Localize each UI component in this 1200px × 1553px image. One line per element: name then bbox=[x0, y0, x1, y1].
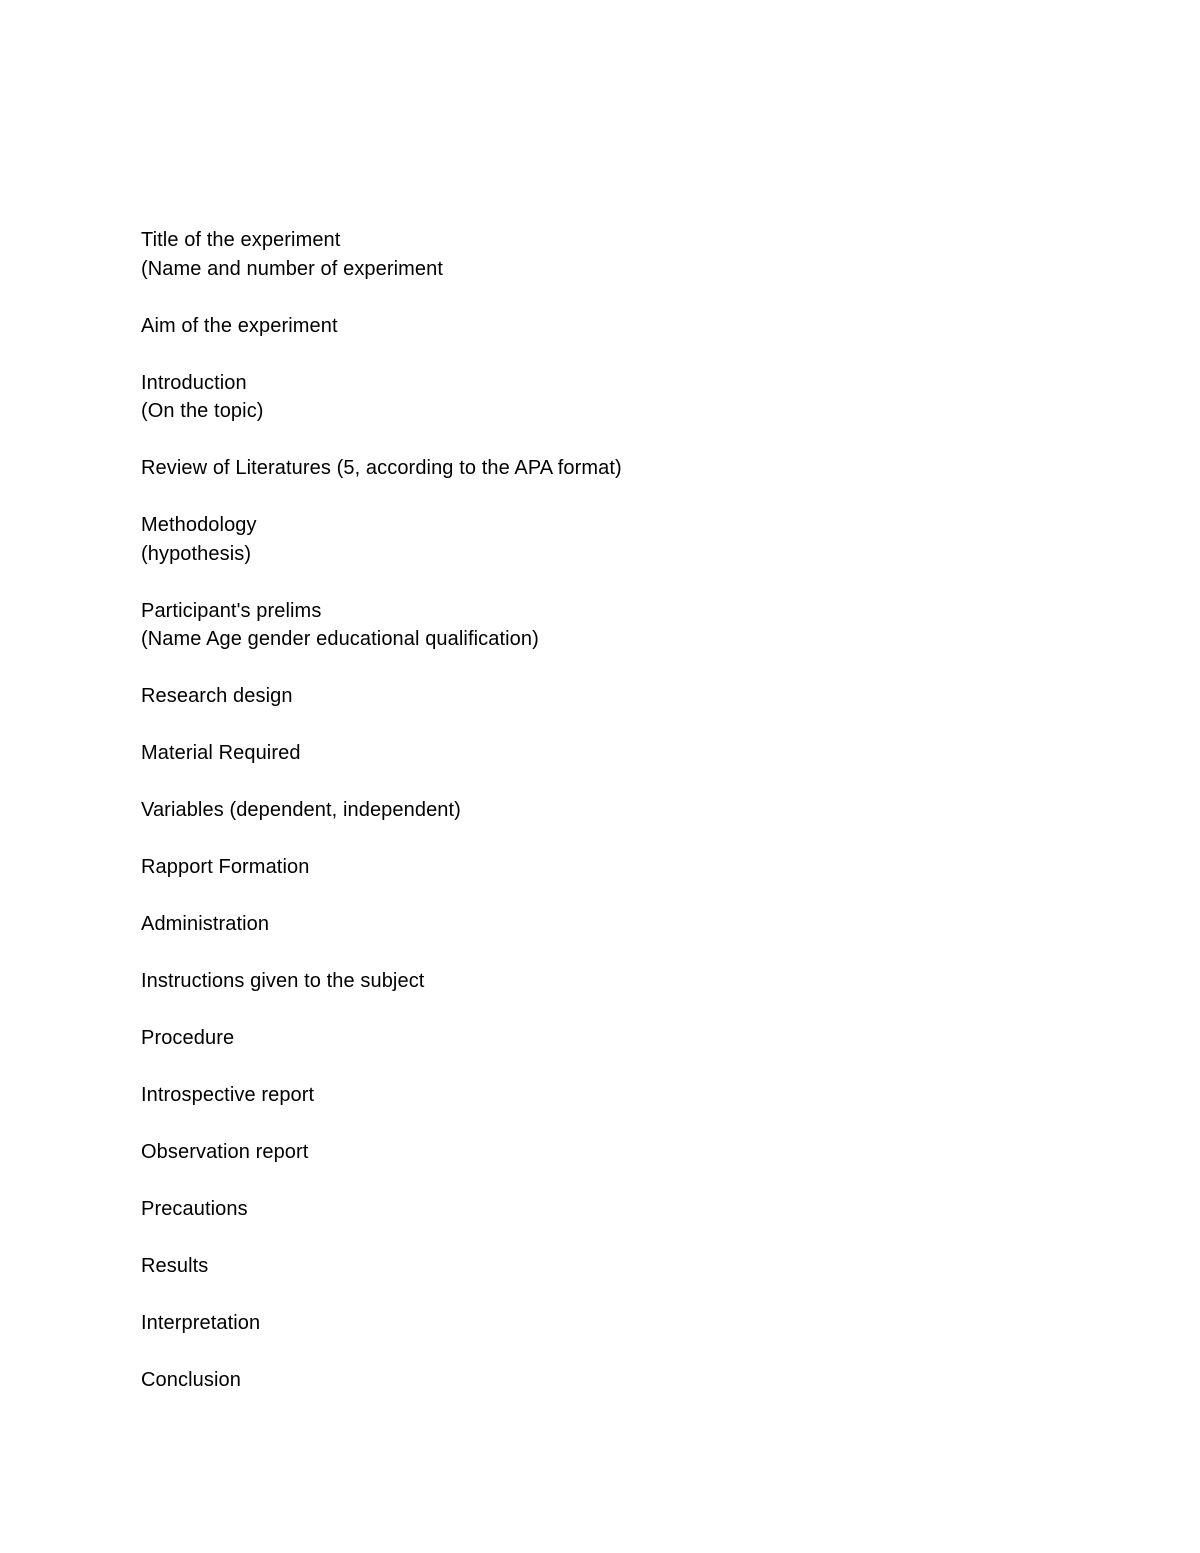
section-material-required bbox=[141, 739, 1101, 768]
section-conclusion bbox=[141, 1366, 1101, 1395]
section-methodology bbox=[141, 511, 1101, 568]
section-research-design bbox=[141, 682, 1101, 711]
section-heading: Variables (dependent, independent) bbox=[141, 799, 461, 821]
section-heading: Title of the experiment bbox=[141, 229, 341, 251]
section-aim bbox=[141, 312, 1101, 341]
section-instructions bbox=[141, 967, 1101, 996]
section-procedure bbox=[141, 1024, 1101, 1053]
section-heading: Precautions bbox=[141, 1198, 248, 1220]
section-heading: Instructions given to the subject bbox=[141, 970, 425, 992]
section-participants-prelims bbox=[141, 597, 1101, 654]
section-heading: Participant's prelims bbox=[141, 599, 322, 622]
section-heading: Administration bbox=[141, 913, 270, 935]
section-heading: Methodology bbox=[141, 514, 257, 536]
section-heading: Conclusion bbox=[141, 1369, 241, 1391]
section-introspective-report bbox=[141, 1081, 1101, 1110]
section-precautions bbox=[141, 1195, 1101, 1224]
section-heading: Procedure bbox=[141, 1027, 235, 1049]
section-list bbox=[141, 226, 1101, 1395]
section-note: (Name Age gender educational qualification) bbox=[141, 628, 539, 650]
section-administration bbox=[141, 910, 1101, 939]
section-note: (Name and number of experiment bbox=[141, 257, 444, 280]
section-interpretation bbox=[141, 1309, 1101, 1338]
section-observation-report bbox=[141, 1138, 1101, 1167]
section-heading: Interpretation bbox=[141, 1312, 261, 1334]
section-heading: Observation report bbox=[141, 1141, 309, 1163]
section-heading: Aim of the experiment bbox=[141, 314, 338, 337]
section-heading: Review of Literatures (5, according to the APA format) bbox=[141, 457, 622, 479]
section-note: (hypothesis) bbox=[141, 542, 252, 565]
section-heading: Rapport Formation bbox=[141, 856, 310, 878]
section-heading: Material Required bbox=[141, 742, 301, 764]
section-heading: Research design bbox=[141, 685, 293, 707]
section-heading: Introduction bbox=[141, 371, 247, 394]
section-rapport-formation bbox=[141, 853, 1101, 882]
section-variables bbox=[141, 796, 1101, 825]
section-introduction bbox=[141, 369, 1101, 426]
section-title bbox=[141, 226, 1101, 283]
section-note: (On the topic) bbox=[141, 400, 264, 422]
section-heading: Introspective report bbox=[141, 1084, 315, 1106]
section-heading: Results bbox=[141, 1255, 209, 1277]
section-results bbox=[141, 1252, 1101, 1281]
section-review-of-literatures bbox=[141, 454, 1101, 483]
